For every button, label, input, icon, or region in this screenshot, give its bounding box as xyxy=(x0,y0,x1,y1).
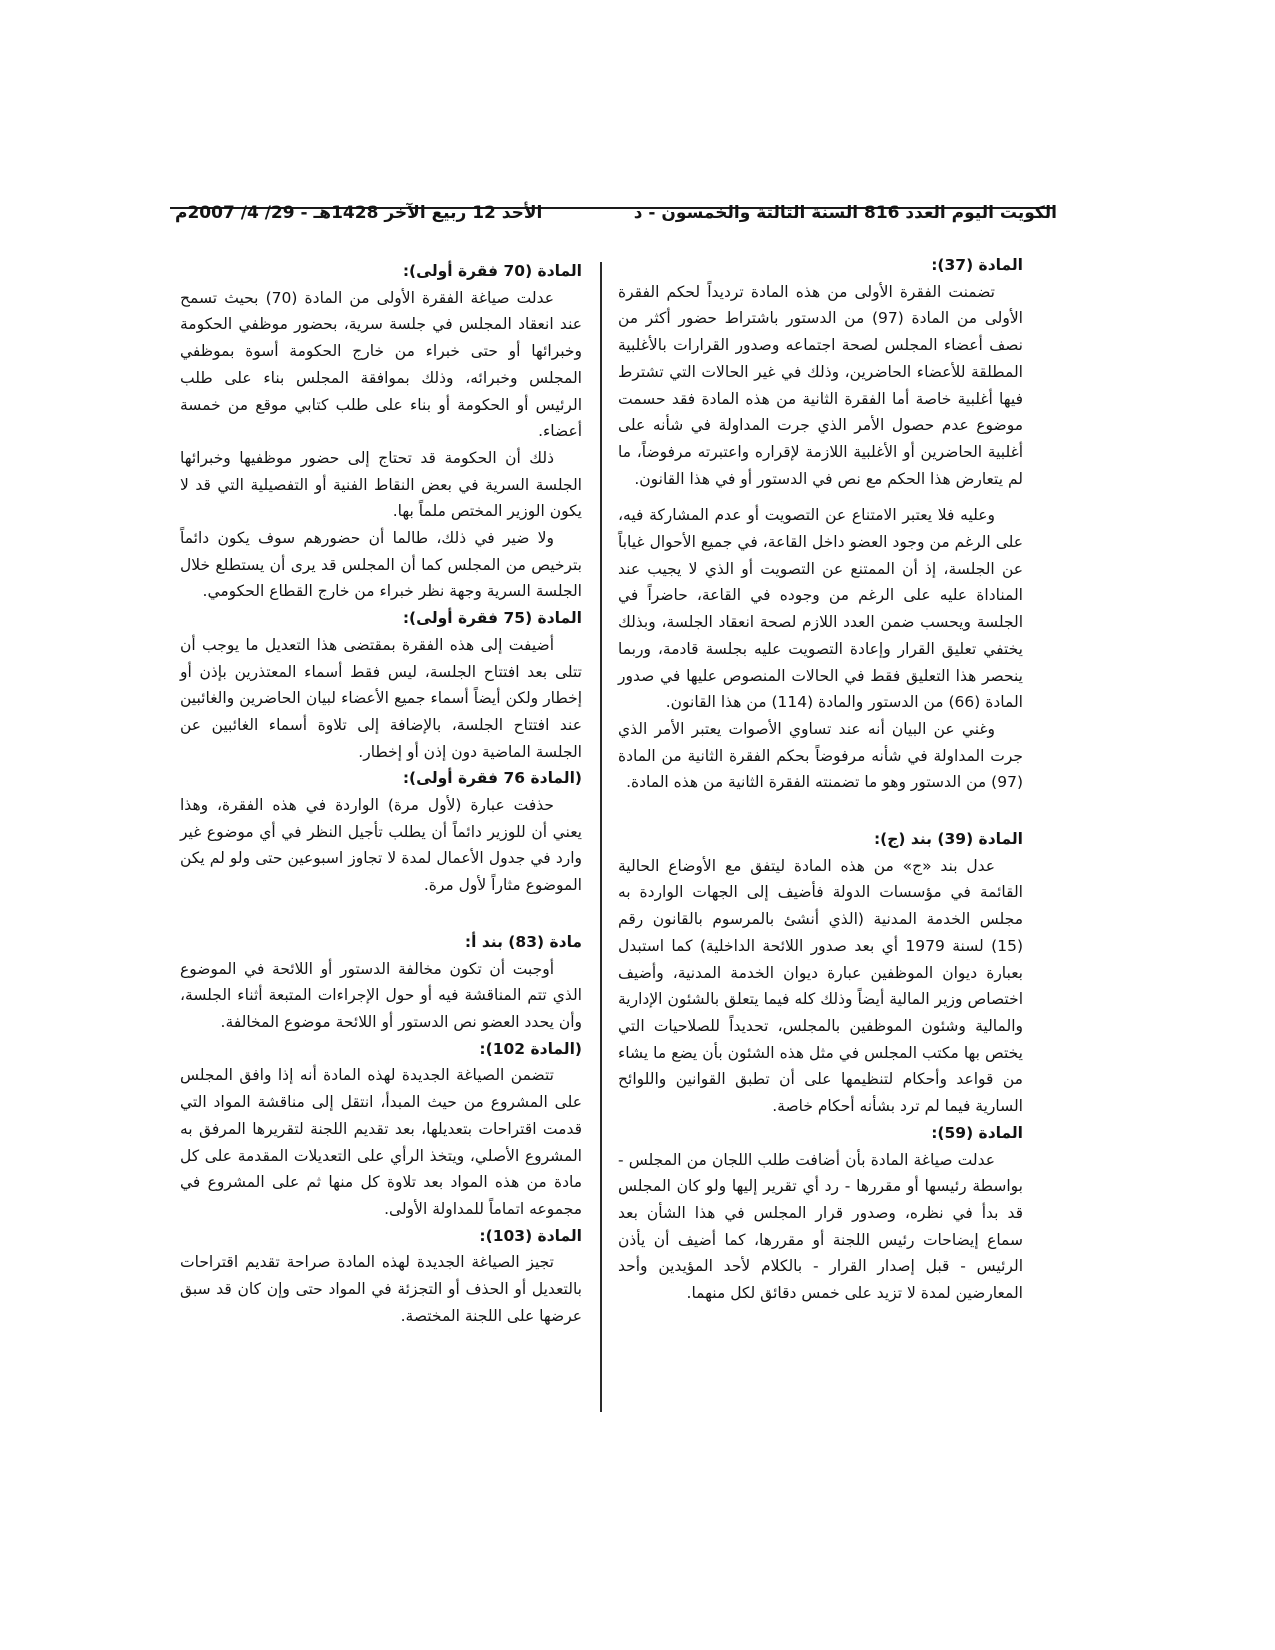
article-103 xyxy=(180,1223,582,1330)
article-102 xyxy=(180,1036,582,1223)
section-paragraph: تتضمن الصياغة الجديدة لهذه المادة أنه إذا وافق المجلس على المشروع من حيث المبدأ، انتقل إلى مناقشة المواد التي قدمت اقتراحات بتعديلها، بعد تقديم اللجنة لتقريرها المرفق به المشروع الأصلي، ويتخذ الرأي على التعديلات المقدمة على كل مادة من هذه المواد بعد تلاوة كل منها ثم على المشروع في مجموعه اتماماً للمداولة الأولى. xyxy=(180,1066,582,1218)
column-divider xyxy=(600,262,602,1412)
section-heading: (المادة 102): xyxy=(479,1039,582,1058)
section-heading: المادة (75 فقرة أولى): xyxy=(402,609,582,628)
article-76 xyxy=(180,765,582,899)
article-37 xyxy=(618,252,1023,492)
header-date: الأحد 12 ربيع الآخر 1428هـ - 29/ 4/ 2007م xyxy=(175,203,543,223)
section-paragraph: حذفت عبارة (لأول مرة) الواردة في هذه الفقرة، وهذا يعني أن للوزير دائماً أن يطلب تأجيل النظر في أي موضوع غير وارد في جدول الأعمال لمدة لا تجاوز اسبوعين حتى ولو لم يكن الموضوع مثاراً لأول مرة. xyxy=(180,796,582,895)
section-paragraph: وغني عن البيان أنه عند تساوي الأصوات يعتبر الأمر الذي جرت المداولة في شأنه مرفوضاً بحكم الفقرة الثانية من المادة (97) من الدستور وهو ما تضمنته الفقرة الثانية من هذه المادة. xyxy=(618,719,1023,792)
section-paragraph: تضمنت الفقرة الأولى من هذه المادة ترديداً لحكم الفقرة الأولى من المادة (97) من الدستور باشتراط حضور أكثر من نصف أعضاء المجلس لصحة اجتماعه وصدور القرارات بالأغلبية المطلقة للأعضاء الحاضرين، وذلك في غير الحالات التي تشترط فيها أغلبية خاصة أما الفقرة الثانية من هذه المادة فقد حسمت موضوع عدم حصول الأمر الذي جرت المداولة في شأنه على أغلبية الحاضرين أو الأغلبية اللازمة لإقراره واعتبرته مرفوضاً، ما لم يتعارض هذا الحكم مع نص في الدستور أو في هذا القانون. xyxy=(618,282,1023,488)
article-83 xyxy=(180,929,582,1036)
article-70-para-3 xyxy=(180,525,582,605)
section-paragraph: تجيز الصياغة الجديدة لهذه المادة صراحة تقديم اقتراحات بالتعديل أو الحذف أو التجزئة في المواد حتى وإن كان قد سبق عرضها على اللجنة المختصة. xyxy=(180,1253,582,1325)
article-70 xyxy=(180,258,582,445)
section-paragraph: وعليه فلا يعتبر الامتناع عن التصويت أو عدم المشاركة فيه، على الرغم من وجود العضو داخل القاعة، في جميع الأحوال غياباً عن الجلسة، إذ أن الممتنع عن التصويت أو الذي لا يجيب عند المناداة عليه على الرغم من وجوده في القاعة، حاضراً في الجلسة ويحسب ضمن العدد اللازم لصحة انعقاد الجلسة، وبذلك يختفي تعليق القرار وإعادة التصويت عليه بجلسة قادمة، وربما ينحصر هذا التعليق فقط في الحالات المنصوص عليها في صدور المادة (66) من الدستور والمادة (114) من هذا القانون. xyxy=(618,506,1023,712)
right-column xyxy=(618,252,1023,1307)
section-heading: المادة (39) بند (ج): xyxy=(873,830,1023,849)
section-heading: (المادة 76 فقرة أولى): xyxy=(402,769,582,788)
header-publication-info: الكويت اليوم العدد 816 السنة الثالثة والخمسون - د xyxy=(633,203,1057,223)
section-paragraph: أضيفت إلى هذه الفقرة بمقتضى هذا التعديل ما يوجب أن تتلى بعد افتتاح الجلسة، ليس فقط أسماء المعتذرين بإذن أو إخطار ولكن أيضاً أسماء جميع الأعضاء لبيان الحاضرين والغائبين عند افتتاح الجلسة، بالإضافة إلى تلاوة أسماء الغائبين عن الجلسة الماضية دون إذن أو إخطار. xyxy=(180,635,582,761)
article-59 xyxy=(618,1120,1023,1307)
article-70-para-2 xyxy=(180,445,582,525)
article-37-para-3 xyxy=(618,716,1023,796)
section-paragraph: ذلك أن الحكومة قد تحتاج إلى حضور موظفيها وخبرائها الجلسة السرية في بعض النقاط الفنية أو التفصيلية التي قد لا يكون الوزير المختص ملماً بها. xyxy=(180,448,582,521)
section-paragraph: عدلت صياغة الفقرة الأولى من المادة (70) بحيث تسمح عند انعقاد المجلس في جلسة سرية، بحضور موظفي الحكومة وخبرائها أو حتى خبراء من خارج الحكومة أسوة بموظفي المجلس وخبرائه، وذلك بموافقة المجلس بناء على طلب الرئيس أو الحكومة أو بناء على طلب كتابي موقع من خمسة أعضاء. xyxy=(180,288,582,441)
section-paragraph: ولا ضير في ذلك، طالما أن حضورهم سوف يكون دائماً بترخيص من المجلس كما أن المجلس قد يرى أن يستطلع خلال الجلسة السرية وجهة نظر خبراء من خارج القطاع الحكومي. xyxy=(180,529,582,601)
section-heading: المادة (59): xyxy=(931,1123,1023,1142)
section-paragraph: عدلت صياغة المادة بأن أضافت طلب اللجان من المجلس - بواسطة رئيسها أو مقررها - رد أي تقرير إليها ولو كان المجلس قد بدأ في نظره، وصدور قرار المجلس في هذا الشأن بعد سماع إيضاحات رئيس اللجنة أو مقررها، كما أضيف أن يأذن الرئيس - قبل إصدار القرار - بالكلام لأحد المؤيدين وأحد المعارضين لمدة لا تزيد على خمس دقائق لكل منهما. xyxy=(618,1150,1023,1303)
section-heading: المادة (37): xyxy=(931,256,1023,274)
section-heading: مادة (83) بند أ: xyxy=(464,932,582,951)
article-75 xyxy=(180,605,582,765)
section-heading: المادة (70 فقرة أولى): xyxy=(402,262,582,280)
section-heading: المادة (103): xyxy=(479,1226,582,1245)
section-paragraph: أوجبت أن تكون مخالفة الدستور أو اللائحة في الموضوع الذي تتم المناقشة فيه أو حول الإجراءات المتبعة أثناء الجلسة، وأن يحدد العضو نص الدستور أو اللائحة موضوع المخالفة. xyxy=(180,959,582,1031)
left-column xyxy=(180,258,582,1329)
article-37-para-2 xyxy=(618,502,1023,716)
article-39 xyxy=(618,826,1023,1120)
section-paragraph: عدل بند «ج» من هذه المادة ليتفق مع الأوضاع الحالية القائمة في مؤسسات الدولة فأضيف إلى الجهات الواردة به مجلس الخدمة المدنية (الذي أنشئ بالمرسوم بالقانون رقم (15) لسنة 1979 أي بعد صدور اللائحة الداخلية) كما استبدل بعبارة ديوان الموظفين عبارة ديوان الخدمة المدنية، وأضيف اختصاص وزير المالية أيضاً وذلك كله فيما يتعلق بالشئون الإدارية والمالية وشئون الموظفين بالمجلس، تحديداً للصلاحيات التي يختص بها مكتب المجلس في مثل هذه الشئون بأن يضع ما يشاء من قواعد وأحكام لتنظيمها على أن تطبق القوانين واللوائح السارية فيما لم ترد بشأنه أحكام خاصة. xyxy=(618,856,1023,1116)
